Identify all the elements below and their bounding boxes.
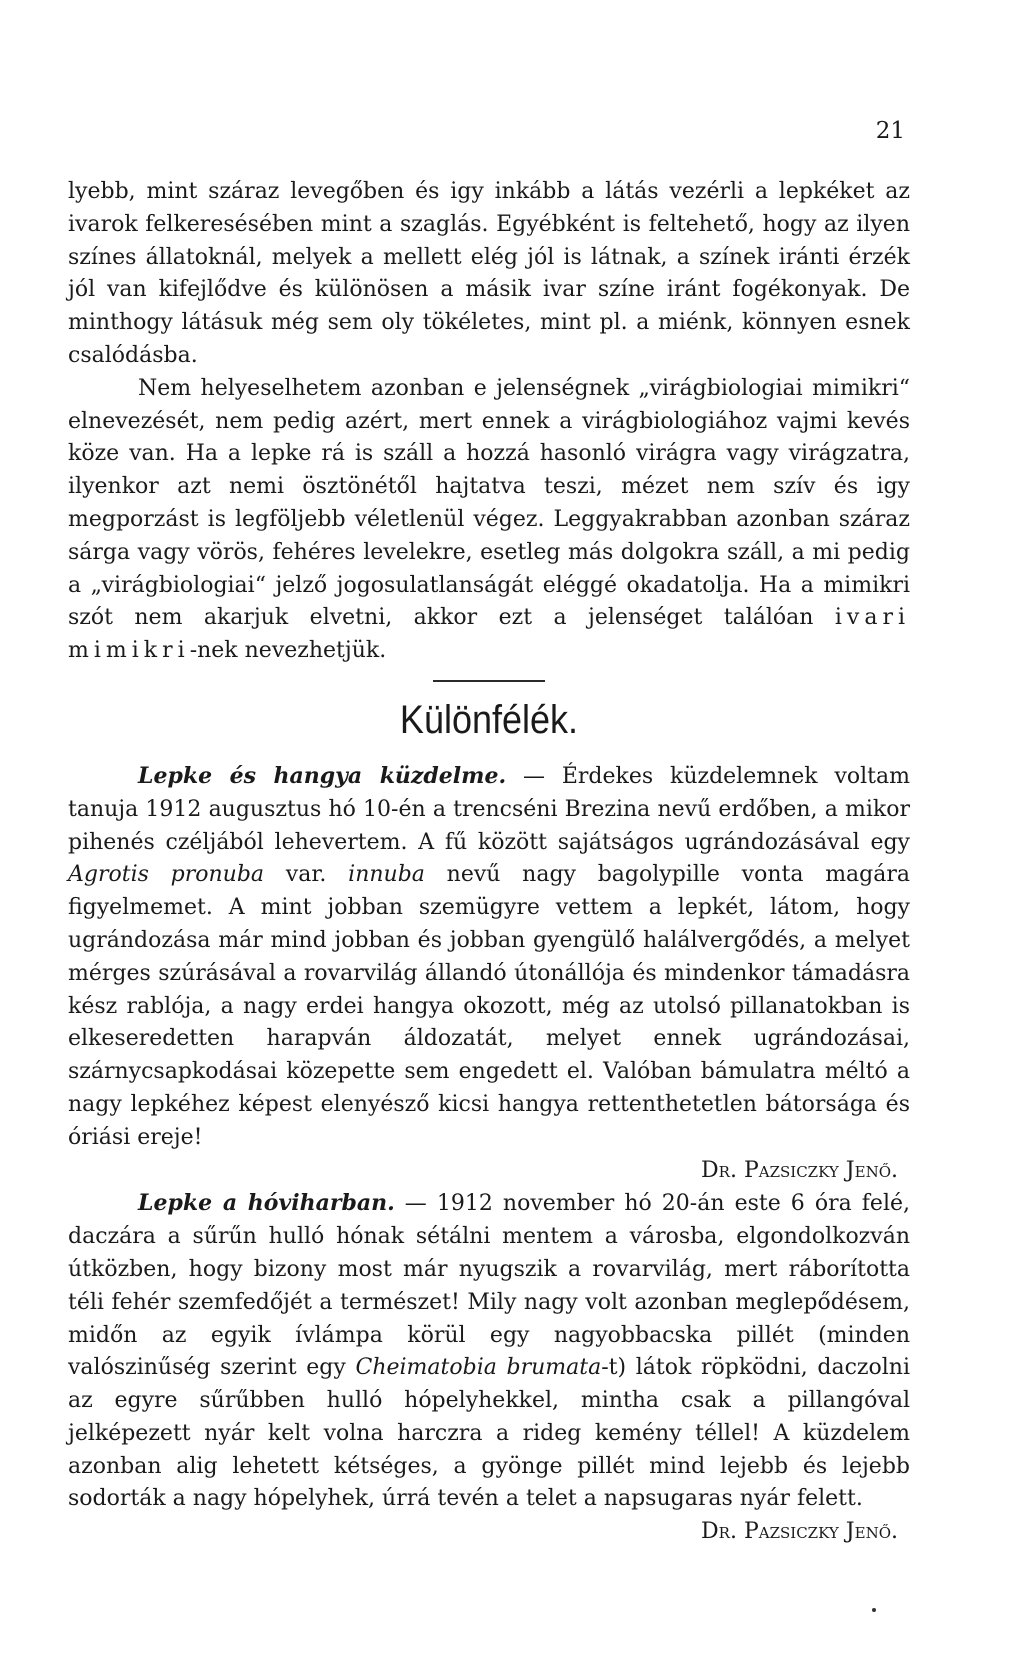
article-text: -t) látok röpködni, daczolni az egyre sűrűbben hulló hópelyhekkel, mintha csak a pillangóval jelképezett nyár kelt volna harczra a rideg kemény téllel! A küzdelem azonban alig lehetett kétséges, a gyönge pillét mind lejebb és lejebb sodorták a nagy hópelyhek, úrrá tevén a telet a napsugaras nyár felett. bbox=[68, 1355, 910, 1512]
species-name: innuba bbox=[348, 862, 425, 888]
section-divider bbox=[433, 680, 545, 682]
article-text: — Érdekes küzdelemnek voltam tanuja 1912 augusztus hó 10-én a trencséni Brezina nevű erdőben, a mikor pihenés czéljából lehevertem. A fű között sajátságos ugrándozásával egy bbox=[68, 763, 910, 855]
section-title: Különfélék. bbox=[399, 697, 579, 742]
species-name: Agrotis pronuba bbox=[68, 862, 265, 888]
species-name: Cheimatobia brumata bbox=[355, 1355, 602, 1381]
article-text: — 1912 november hó 20-án este 6 óra felé, daczára a sűrűn hulló hónak sétálni mentem a városba, elgondolkozván útközben, hogy bizony most már nyugszik a rovarvilág, mert ráborította téli fehér szemfedőjét a természet! Mily nagy volt azonban meglepődésem, midőn az egyik ívlámpa körül egy nagyobbacska pillét (minden valószinűség szerint egy bbox=[68, 1191, 911, 1381]
article-text: var. bbox=[264, 862, 349, 888]
article-text: nevű nagy bagolypille vonta magára figyelmemet. A mint jobban szemügyre vettem a lepkét, látom, hogy ugrándozása már mind jobban és jobban gyengülő halálvergődés, a melyet mérges szúrásával a rovarvilág állandó útonállója és mindenkor támadásra kész rablója, a nagy erdei hangya okozott, még az utolsó pillanatokban is elkeseredetten harapván áldozatát, melyet ennek ugrándozásai, szárnycsapkodásai közepette sem engedett el. Valóban bámulatra méltó a nagy lepkéhez képest elenyésző kicsi hangya rettenthetetlen bátorsága és óriási ereje! bbox=[68, 862, 910, 1150]
page-body bbox=[68, 176, 910, 1549]
paragraph-continuation bbox=[68, 176, 910, 373]
paragraph-mimikri bbox=[68, 373, 910, 668]
article-lepke-a-hoviharban bbox=[68, 1187, 911, 1545]
print-speck bbox=[872, 1608, 876, 1612]
paragraph-text: Nem helyeselhetem azonban e jelenségnek „virágbiologiai mimikri“ elnevezését, nem pedig azért, mert ennek a virágbiologiához vajmi kevés köze van. Ha a lepke rá is száll a hozzá hasonló virágra vagy virágzatra, ilyenkor azt nemi ösztönétől hajtatva teszi, mézet nem szív és igy megporzást is legföljebb véletlenül végez. Leggyakrabban azonban száraz sárga vagy vörös, fehéres levelekre, esetleg más dolgokra száll, a mi pedig a „virágbiologiai“ jelző jogosulatlanságát eléggé okadatolja. Ha a mimikri szót nem akarjuk elvetni, akkor ezt a jelenséget találóan bbox=[68, 375, 910, 631]
article-lepke-es-hangya bbox=[68, 760, 910, 1155]
page-number: 21 bbox=[875, 118, 905, 144]
article-heading: Lepke és hangya küzdelme. bbox=[138, 762, 507, 789]
article-signature: Dr. Pazsiczky Jenő. bbox=[701, 1519, 898, 1545]
paragraph-text: -nek nevezhetjük. bbox=[189, 638, 387, 664]
article-signature: Dr. Pazsiczky Jenő. bbox=[701, 1157, 898, 1183]
paragraph-text: lyebb, mint száraz levegőben és igy inkább a látás vezérli a lepkéket az ivarok felkeresésében mint a szaglás. Egyébként is feltehető, hogy az ilyen színes állatoknál, melyek a mellett elég jól is látnak, a színek iránti érzék jól van kifejlődve és különösen a másik ivar színe iránt fogékonyak. De minthogy látásuk még sem oly tökéletes, mint pl. a miénk, könnyen esnek csalódásba. bbox=[68, 179, 910, 368]
article-heading: Lepke a hóviharban. bbox=[138, 1190, 395, 1217]
spaced-term: ivari mimikri bbox=[68, 605, 910, 664]
